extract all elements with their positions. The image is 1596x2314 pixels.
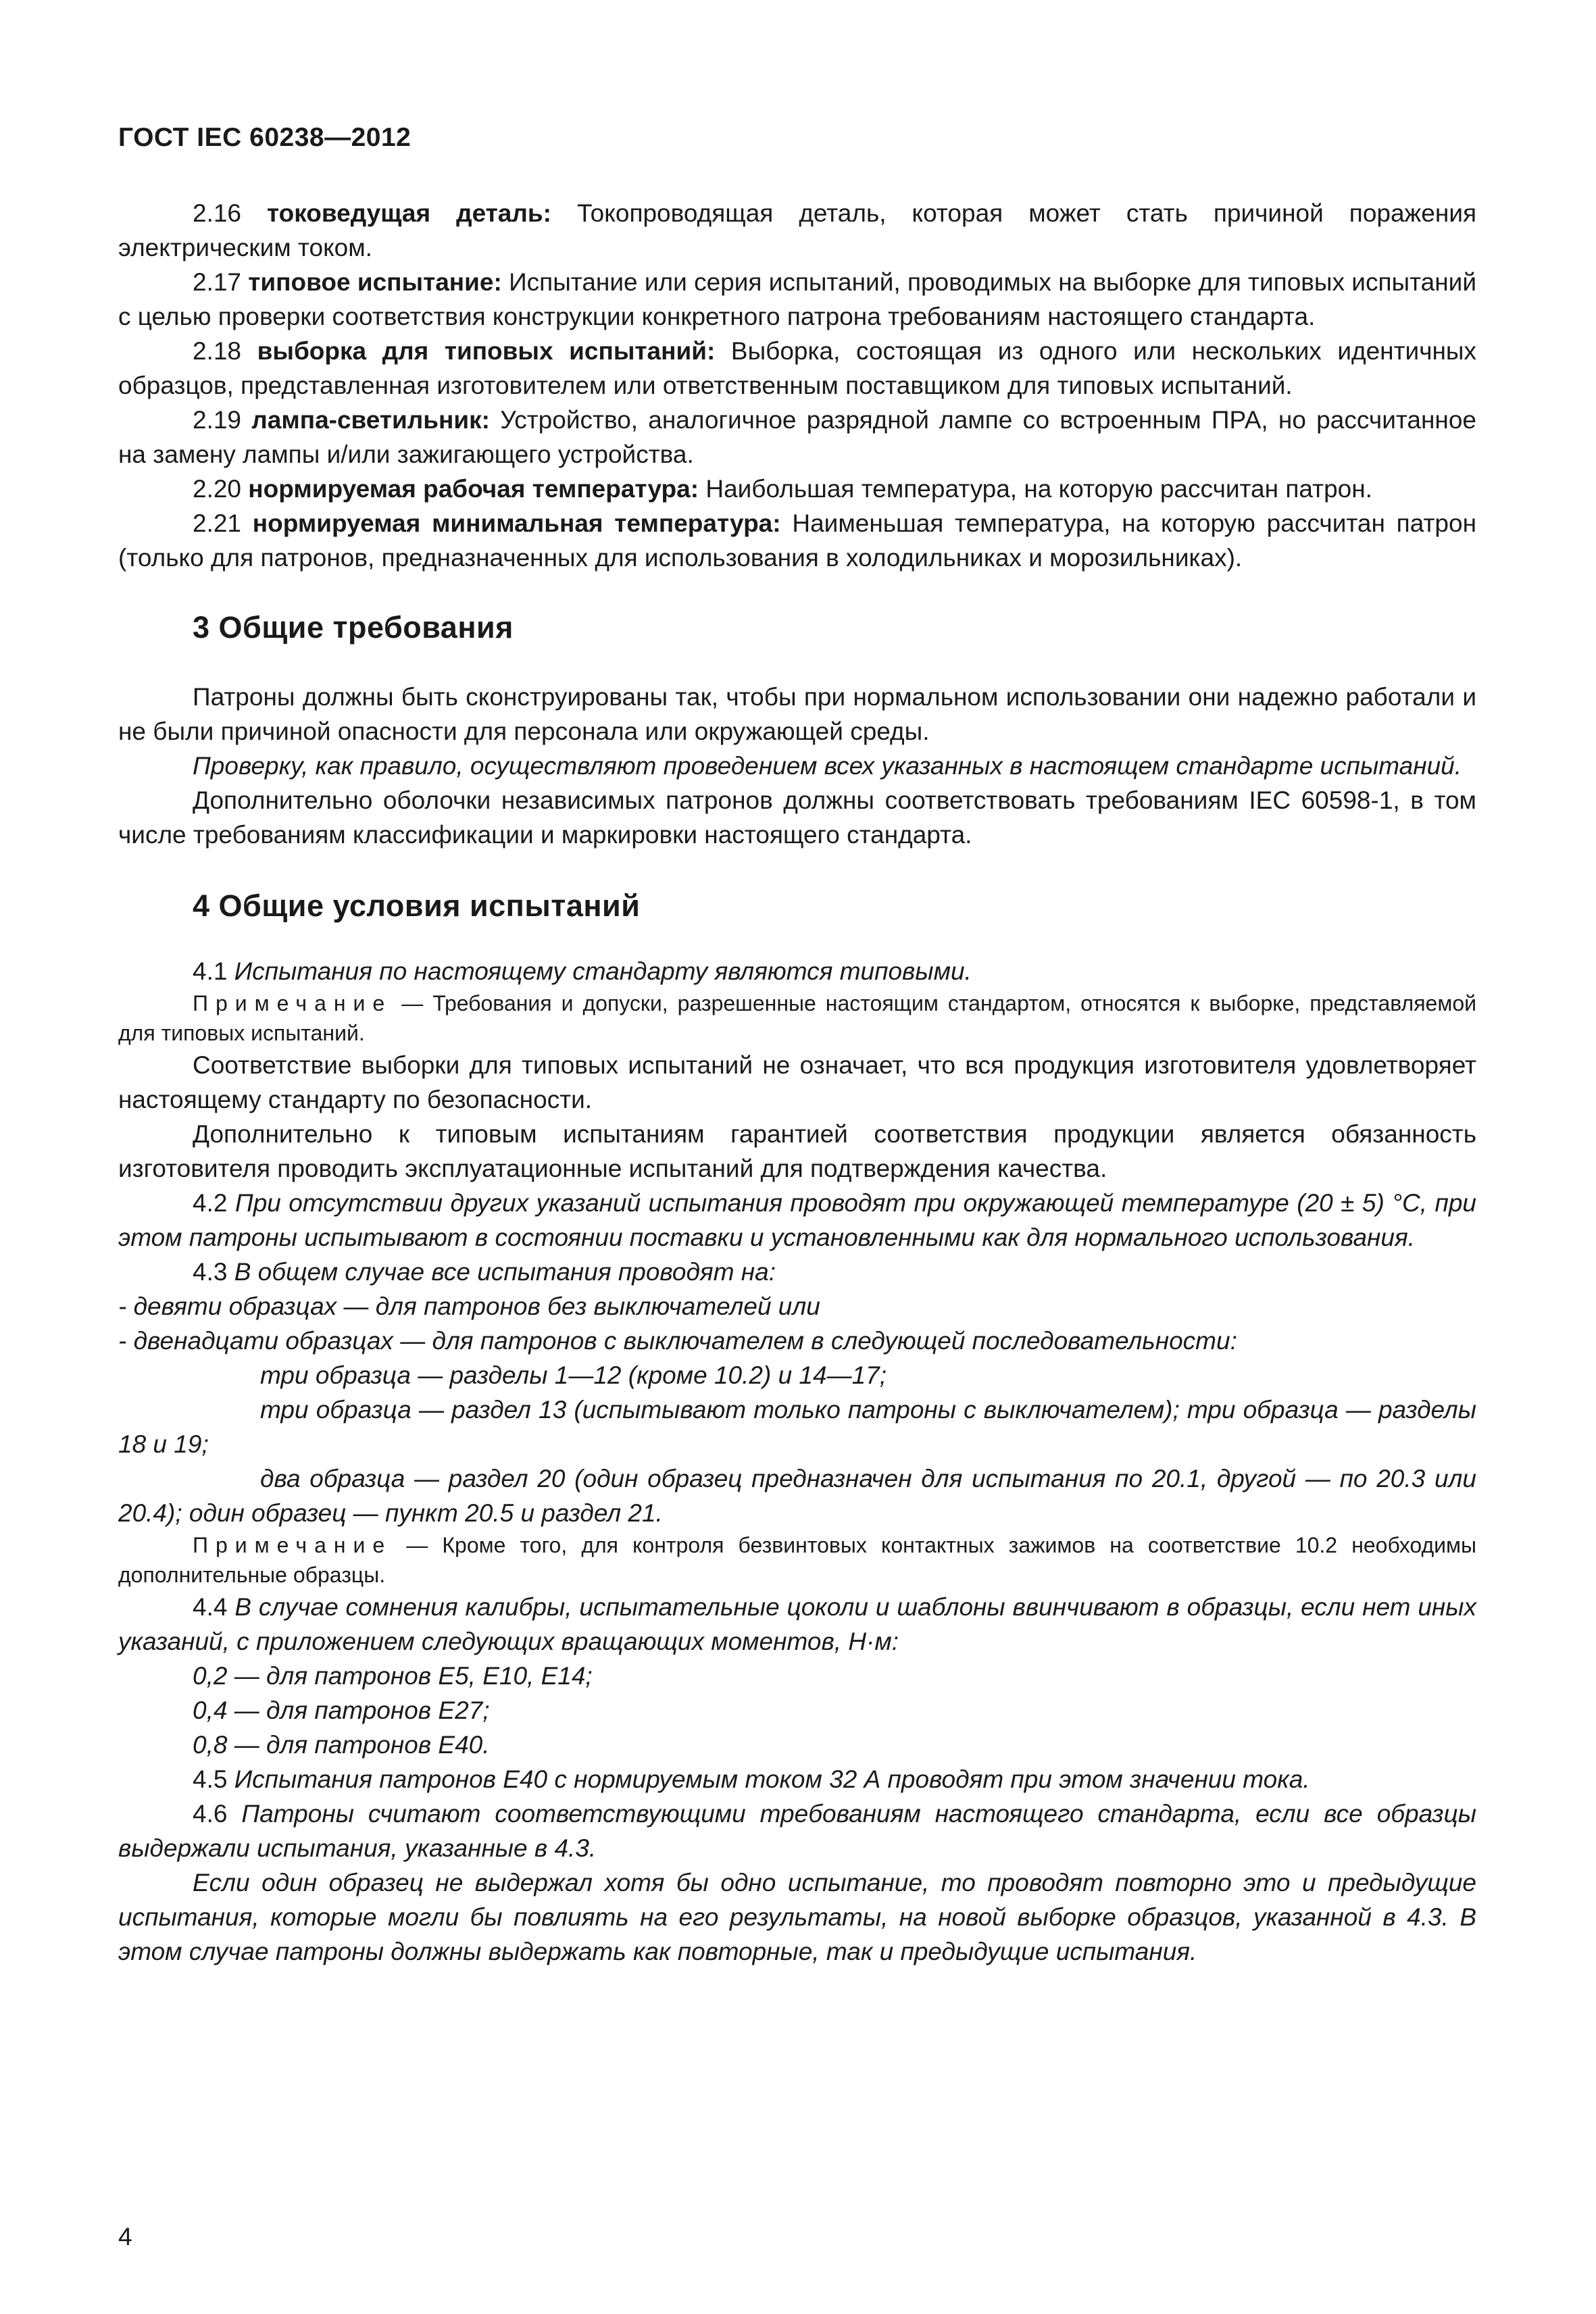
retest-paragraph: Если один образец не выдержал хотя бы одно испытание, то проводят повторно это и предыдущие испытания, которые могли бы повлиять на его результаты, на новой выборке образцов, указанной в 4.3. В этом случае патроны должны выдержать как повторные, так и предыдущие испытания. — [118, 1869, 1476, 1965]
clause-number: 2.19 — [193, 406, 242, 434]
document-header: ГОСТ IEC 60238—2012 — [118, 123, 412, 152]
clause-4-2 — [118, 1186, 1476, 1255]
list-item-2: - двенадцати образцах — для патронов с выключателем в следующей последовательности: — [118, 1327, 1237, 1355]
section-4-heading: 4 Общие условия испытаний — [193, 888, 641, 923]
list-item-1: - девяти образцах — для патронов без выключателей или — [118, 1292, 820, 1320]
term: нормируемая минимальная температура: — [252, 509, 781, 537]
definition-2-19 — [118, 403, 1476, 472]
note-label: Примечание — [193, 991, 393, 1015]
definition-text: Наименьшая температура, на которую рассчитан патрон (только для патронов, предназначенных для использования в холодильниках и морозильниках). — [118, 509, 1477, 572]
definition-2-21 — [118, 506, 1476, 575]
definition-text: Выборка, состоящая из одного или нескольких идентичных образцов, представленная изготовителем или ответственным поставщиком для типовых испытаний. — [118, 337, 1477, 399]
clause-text: В общем случае все испытания проводят на: — [234, 1258, 776, 1286]
clause-text: Испытания патронов Е40 с нормируемым током 32 А проводят при этом значении тока. — [234, 1765, 1310, 1793]
torque-item-2: 0,4 — для патронов Е27; — [193, 1696, 490, 1724]
section-3-paragraph-3: Дополнительно оболочки независимых патронов должны соответствовать требованиям IEC 60598-1, в том числе требованиям классификации и маркировки настоящего стандарта. — [118, 786, 1476, 849]
page-number: 4 — [118, 2223, 132, 2250]
clause-number: 2.20 — [193, 475, 242, 503]
page-content — [118, 196, 1476, 1969]
note-text: — Кроме того, для контроля безвинтовых контактных зажимов на соответствие 10.2 необходимы дополнительные образцы. — [118, 1533, 1476, 1587]
definition-text: Токопроводящая деталь, которая может стать причиной поражения электрическим током. — [118, 199, 1477, 261]
clause-number: 2.16 — [193, 199, 242, 227]
definition-text: Наибольшая температура, на которую рассчитан патрон. — [705, 475, 1372, 503]
clause-number: 2.18 — [193, 337, 242, 365]
term: нормируемая рабочая температура: — [248, 475, 699, 503]
clause-number: 4.1 — [193, 957, 228, 985]
definition-2-18 — [118, 334, 1476, 403]
section-3-paragraph-1: Патроны должны быть сконструированы так, чтобы при нормальном использовании они надежно работали и не были причиной опасности для персонала или окружающей среды. — [118, 683, 1476, 745]
clause-4-3 — [118, 1255, 1476, 1289]
definition-text: Испытание или серия испытаний, проводимых на выборке для типовых испытаний с целью проверки соответствия конструкции конкретного патрона требованиям настоящего стандарта. — [118, 268, 1476, 330]
definition-text: Устройство, аналогичное разрядной лампе со встроенным ПРА, но рассчитанное на замену лампы и/или зажигающего устройства. — [118, 406, 1477, 468]
term: выборка для типовых испытаний: — [257, 337, 716, 365]
clause-4-6 — [118, 1796, 1476, 1865]
conformity-paragraph-2: Дополнительно к типовым испытаниям гарантией соответствия продукции является обязанность изготовителя проводить эксплуатационные испытаний для подтверждения качества. — [118, 1120, 1476, 1182]
clause-number: 4.5 — [193, 1765, 228, 1793]
conformity-paragraph-1: Соответствие выборки для типовых испытаний не означает, что вся продукция изготовителя удовлетворяет настоящему стандарту по безопасности. — [118, 1051, 1476, 1113]
torque-item-3: 0,8 — для патронов Е40. — [193, 1731, 490, 1759]
clause-text: При отсутствии других указаний испытания проводят при окружающей температуре (20 ± 5) °С, при этом патроны испытывают в состоянии поставки и установленными как для нормального использования. — [118, 1189, 1477, 1251]
term: лампа-светильник: — [251, 406, 490, 434]
definition-2-17 — [118, 265, 1476, 334]
note-text: — Требования и допуски, разрешенные настоящим стандартом, относятся к выборке, представляемой для типовых испытаний. — [118, 991, 1476, 1045]
clause-number: 2.21 — [193, 509, 242, 537]
clause-number: 4.2 — [193, 1189, 228, 1217]
clause-text: Патроны считают соответствующими требованиям настоящего стандарта, если все образцы выдержали испытания, указанные в 4.3. — [118, 1800, 1477, 1862]
clause-text: Испытания по настоящему стандарту являются типовыми. — [234, 957, 972, 985]
clause-number: 4.4 — [193, 1593, 228, 1621]
term: типовое испытание: — [248, 268, 502, 296]
sublist-item-2: три образца — раздел 13 (испытывают только патроны с выключателем); три образца — разделы 18 и 19; — [118, 1396, 1476, 1458]
torque-item-1: 0,2 — для патронов Е5, Е10, Е14; — [193, 1662, 593, 1690]
clause-4-5 — [118, 1762, 1476, 1796]
clause-number: 4.6 — [193, 1800, 228, 1828]
clause-text: В случае сомнения калибры, испытательные цоколи и шаблоны ввинчивают в образцы, если нет иных указаний, с приложением следующих вращающих моментов, Н·м: — [118, 1593, 1476, 1655]
sublist-item-3: два образца — раздел 20 (один образец предназначен для испытания по 20.1, другой — по 20.3 или 20.4); один образец — пункт 20.5 и раздел 21. — [118, 1465, 1476, 1527]
section-3-paragraph-2: Проверку, как правило, осуществляют проведением всех указанных в настоящем стандарте испытаний. — [193, 752, 1462, 780]
clause-4-4 — [118, 1590, 1476, 1659]
note-label: Примечание — [193, 1533, 393, 1557]
section-3-heading: 3 Общие требования — [193, 610, 514, 645]
term: токоведущая деталь: — [267, 199, 551, 227]
note-1 — [118, 988, 1476, 1048]
note-2 — [118, 1530, 1476, 1590]
definition-2-16 — [118, 196, 1476, 265]
clause-number: 2.17 — [193, 268, 242, 296]
sublist-item-1: три образца — разделы 1—12 (кроме 10.2) и 14—17; — [260, 1361, 887, 1389]
clause-number: 4.3 — [193, 1258, 228, 1286]
definition-2-20 — [118, 472, 1476, 506]
clause-4-1 — [118, 954, 1476, 988]
